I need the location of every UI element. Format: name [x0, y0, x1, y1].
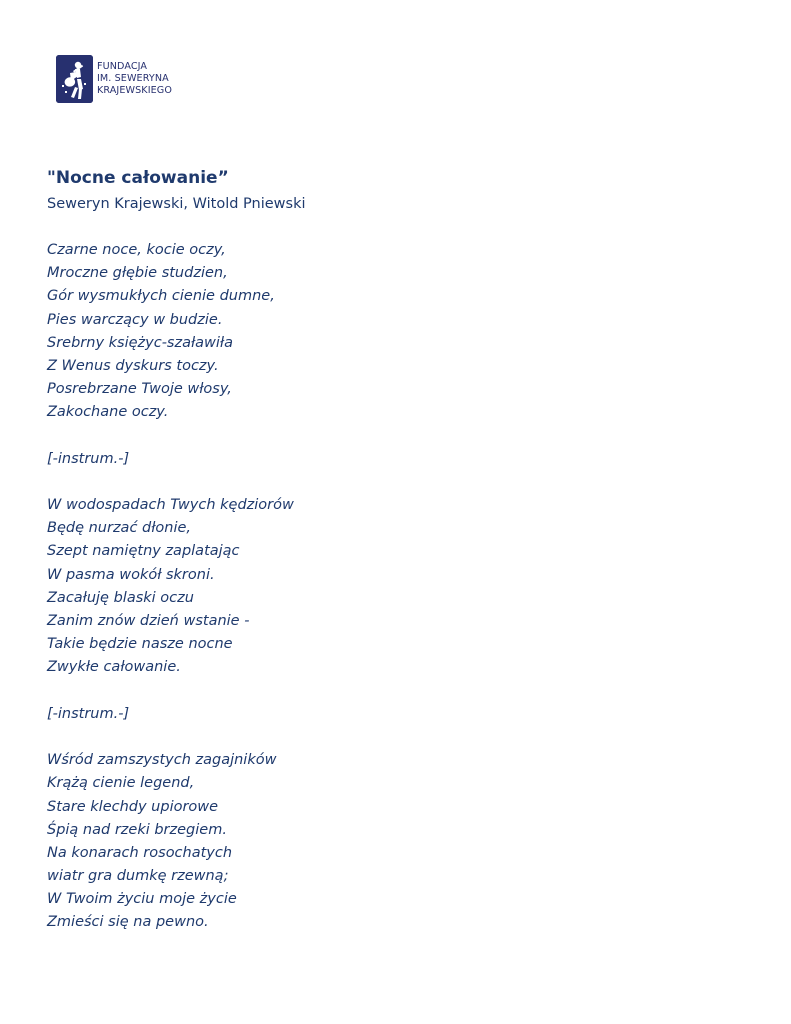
- lyric-line: Zanim znów dzień wstanie -: [47, 613, 250, 629]
- lyric-line: Będę nurzać dłonie,: [47, 520, 192, 537]
- lyric-line: wiatr gra dumkę rzewną;: [47, 868, 229, 885]
- lyric-line: Zacałuję blaski oczu: [47, 589, 194, 606]
- lyric-line: Zakochane oczy.: [47, 404, 169, 421]
- lyric-line: Stare klechdy upiorowe: [47, 798, 219, 815]
- lyric-line: W Twoim życiu moje życie: [47, 891, 237, 908]
- lyric-line: Srebrny księżyc-szaławiła: [47, 334, 233, 351]
- stanza-3: [47, 749, 294, 935]
- song-title: "Nocne całowanie”: [47, 168, 229, 188]
- spacer: [47, 471, 294, 494]
- lyric-line: Wśród zamszystych zagajników: [47, 752, 277, 769]
- lyric-line: Śpią nad rzeki brzegiem.: [47, 821, 227, 838]
- lyric-line: Gór wysmukłych cienie dumne,: [47, 288, 275, 305]
- lyrics: [47, 239, 294, 935]
- lyric-line: Posrebrzane Twoje włosy,: [47, 381, 232, 398]
- stanza-1: [47, 239, 294, 425]
- spacer: [47, 425, 294, 448]
- logo-line: KRAJEWSKIEGO: [97, 85, 172, 96]
- lyric-line: W pasma wokół skroni.: [47, 566, 215, 583]
- lyric-line: Krążą cienie legend,: [47, 775, 195, 792]
- spacer: [47, 726, 294, 749]
- logo-line: FUNDACJA: [97, 61, 148, 72]
- foundation-logo-icon: [56, 55, 93, 103]
- lyric-line: Mroczne głębie studzien,: [47, 265, 228, 282]
- stanza-2: [47, 494, 294, 680]
- lyric-line: Takie będzie nasze nocne: [47, 636, 233, 653]
- lyric-line: Zwykłe całowanie.: [47, 659, 181, 676]
- foundation-name: [97, 61, 172, 97]
- instrumental-marker: [-instrum.-]: [47, 450, 130, 467]
- lyric-line: Zmieści się na pewno.: [47, 914, 209, 931]
- foundation-logo: [56, 55, 172, 103]
- lyric-line: W wodospadach Twych kędziorów: [47, 497, 294, 514]
- lyric-line: Pies warczący w budzie.: [47, 311, 223, 328]
- lyric-line: Z Wenus dyskurs toczy.: [47, 357, 219, 374]
- lyric-line: Czarne noce, kocie oczy,: [47, 242, 226, 258]
- lyric-line: Na konarach rosochatych: [47, 844, 233, 861]
- song-authors: Seweryn Krajewski, Witold Pniewski: [47, 196, 306, 212]
- spacer: [47, 680, 294, 703]
- logo-line: IM. SEWERYNA: [97, 73, 169, 84]
- lyric-line: Szept namiętny zaplatając: [47, 543, 240, 560]
- instrumental-marker: [-instrum.-]: [47, 705, 130, 722]
